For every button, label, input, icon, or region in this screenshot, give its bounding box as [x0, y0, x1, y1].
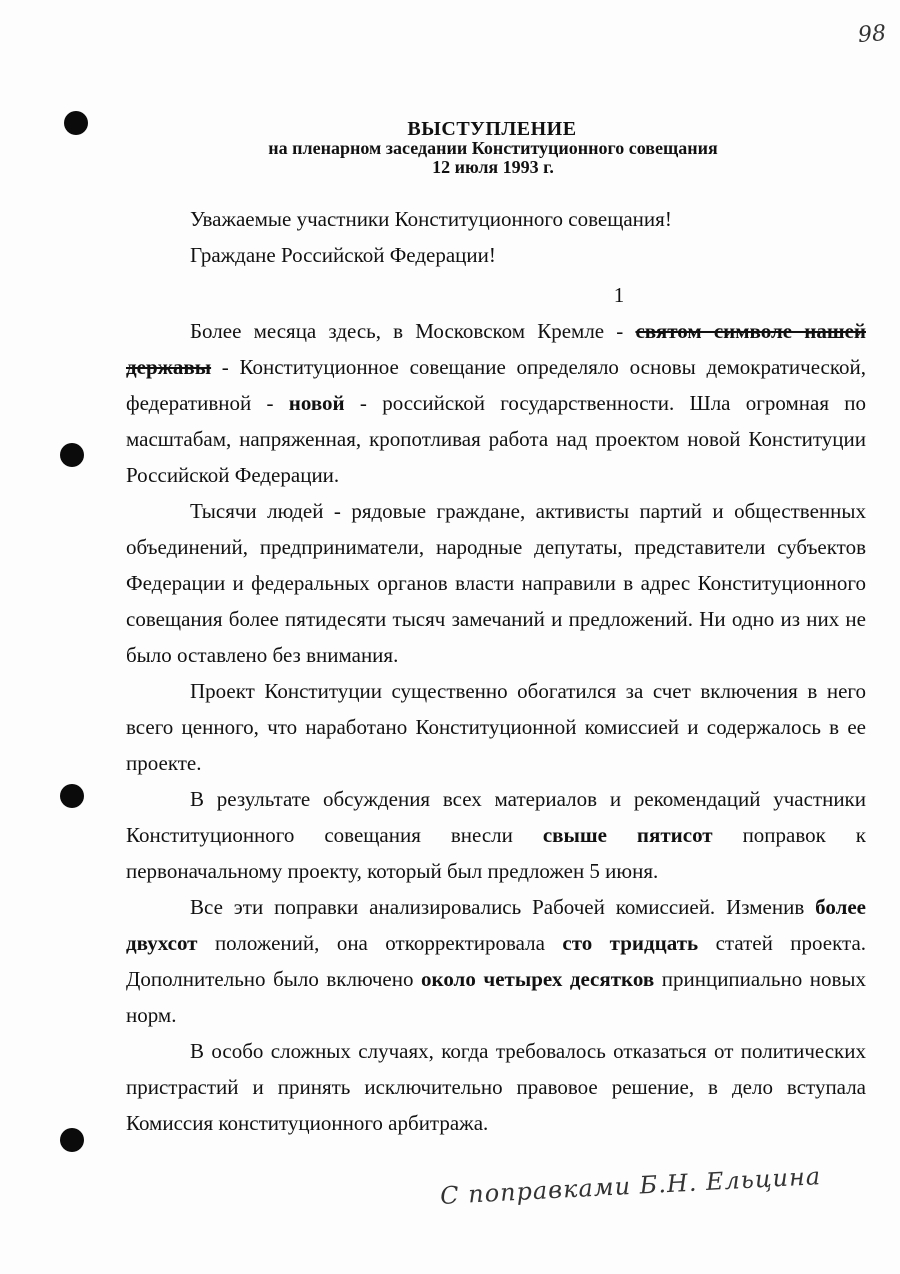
document-subtitle: на пленарном заседании Конституционного совещания — [268, 138, 718, 158]
punch-hole-4 — [60, 1128, 84, 1152]
paragraph-4-text-b: поправок к первоначальному проекту, который был предложен 5 июня. — [126, 823, 866, 883]
document-header — [0, 120, 900, 177]
paragraph-1-text-b: - Конституционное совещание определяло основы демократической, федеративной - — [126, 355, 866, 415]
punch-hole-3 — [60, 784, 84, 808]
bold-text-new: новой — [288, 391, 345, 415]
bold-text-130: сто тридцать — [562, 931, 699, 955]
paragraph-5-text-d: принципиально новых норм. — [126, 967, 866, 1027]
paragraph-1 — [126, 313, 866, 493]
handwritten-page-number: 98 — [857, 21, 887, 48]
document-body — [126, 201, 866, 1141]
greeting-line-2: Граждане Российской Федерации! — [190, 243, 496, 267]
handwritten-note: С поправками Б.Н. Ельцина — [439, 1162, 822, 1210]
paragraph-1-text-a: Более месяца здесь, в Московском Кремле - — [190, 319, 636, 343]
struck-text: святом символе нашей державы — [126, 319, 866, 379]
paragraph-4 — [126, 781, 866, 889]
section-number: 1 — [613, 283, 625, 307]
paragraph-3: Проект Конституции существенно обогатился за счет включения в него всего ценного, что наработано Конституционной комиссией и содержалось в ее проекте. — [126, 679, 866, 775]
paragraph-5-text-c: статей проекта. Дополнительно было включено — [126, 931, 867, 991]
bold-text-over-200: более двухсот — [126, 895, 866, 955]
punch-hole-2 — [60, 443, 84, 467]
paragraph-5 — [126, 889, 866, 1033]
paragraph-5-text-a: Все эти поправки анализировались Рабочей комиссией. Изменив — [190, 895, 816, 919]
paragraph-4-text-a: В результате обсуждения всех материалов и рекомендаций участники Конституционного совещания внесли — [126, 787, 866, 847]
paragraph-2: Тысячи людей - рядовые граждане, активисты партий и общественных объединений, предприниматели, народные депутаты, представители субъектов Федерации и федеральных органов власти направили в адрес Конституционного совещания более пятидесяти тысяч замечаний и предложений. Ни одно из них не было оставлено без внимания. — [126, 499, 866, 667]
document-date: 12 июля 1993 г. — [432, 157, 554, 177]
greeting-line-1: Уважаемые участники Конституционного совещания! — [190, 207, 672, 231]
bold-text-about-40: около четырех десятков — [421, 967, 655, 991]
document-title: ВЫСТУПЛЕНИЕ — [407, 118, 577, 140]
paragraph-1-text-c: - российской государственности. Шла огромная по масштабам, напряженная, кропотливая работа над проектом новой Конституции Российской Федерации. — [126, 391, 866, 487]
paragraph-6: В особо сложных случаях, когда требовалось отказаться от политических пристрастий и принять исключительно правовое решение, в дело вступала Комиссия конституционного арбитража. — [126, 1039, 866, 1135]
bold-text-over-500: свыше пятисот — [542, 823, 713, 847]
paragraph-5-text-b: положений, она откорректировала — [197, 931, 563, 955]
